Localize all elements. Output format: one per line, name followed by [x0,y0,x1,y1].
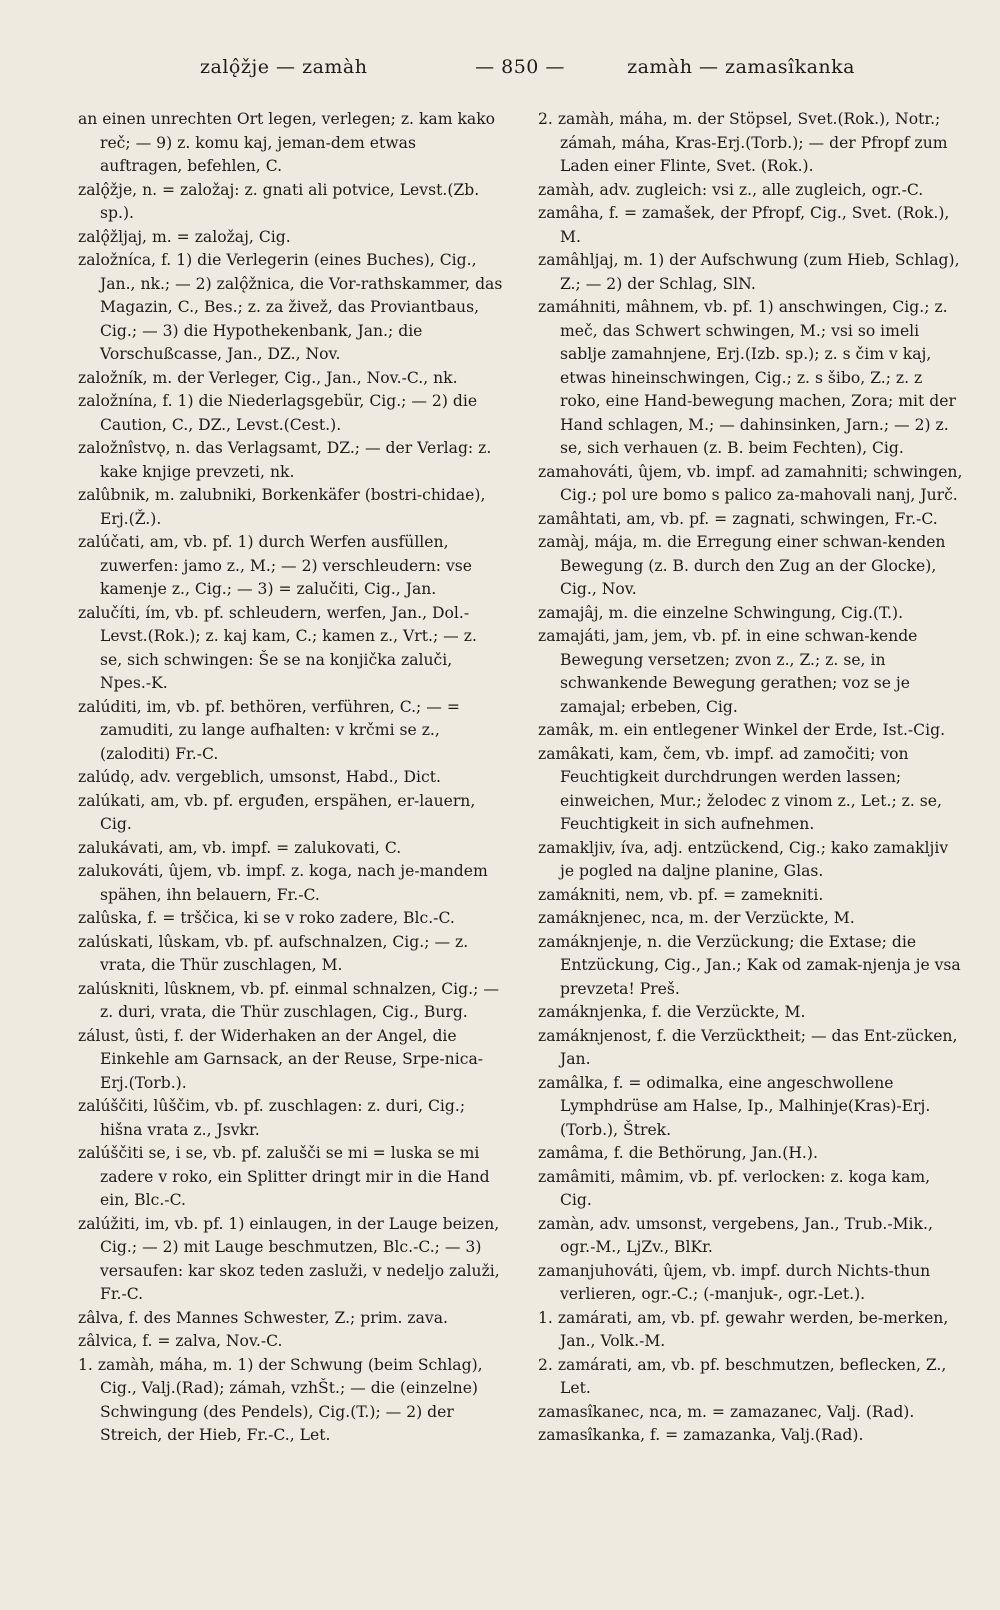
dictionary-entry: zamâmiti, mâmim, vb. pf. verlocken: z. koga kam, Cig. [538,1167,931,1209]
dictionary-entry: založnîstvǫ, n. das Verlagsamt, DZ.; — der Verlag: z. kake knjige prevzeti, nk. [78,439,492,481]
dictionary-entry: zálust, ûsti, f. der Widerhaken an der Angel, die Einkehle am Garnsack, an der Reuse, Srpe-nica-Erj.(Torb.). [78,1026,484,1092]
dictionary-entry: zamakljiv, íva, adj. entzückend, Cig.; kako zamakljiv je pogled na daljne planine, Glas. [538,838,949,880]
dictionary-entry: zamáknjenost, f. die Verzücktheit; — das Ent-zücken, Jan. [538,1026,958,1068]
dictionary-entry: založníca, f. 1) die Verlegerin (eines Buches), Cig., Jan., nk.; — 2) zalǫ̂žnica, die Vor-rathskammer, das Magazin, C., Bes.; z. za živež, das Proviantbaus, Cig.; — 3) die Hypothekenbank, Jan.; die Vorschußcasse, Jan., DZ., Nov. [78,251,503,363]
dictionary-entry: zalúkati, am, vb. pf. erguđen, erspähen, er-lauern, Cig. [78,791,476,833]
dictionary-entry: zamàh, adv. zugleich: vsi z., alle zugleich, ogr.-C. [538,180,924,199]
dictionary-entry: 1. zamárati, am, vb. pf. gewahr werden, be-merken, Jan., Volk.-M. [538,1308,949,1350]
dictionary-entry: zamâkati, kam, čem, vb. impf. ad zamočiti; von Feuchtigkeit durchdrungen werden lassen; einweichen, Mur.; želodec z vinom z., Let.; z. se, Feuchtigkeit in sich aufnehmen. [538,744,942,833]
dictionary-entry: založnína, f. 1) die Niederlagsgebür, Cig.; — 2) die Caution, C., DZ., Levst.(Cest.). [78,392,478,434]
right-column [538,108,963,1448]
dictionary-entry: zamâhljaj, m. 1) der Aufschwung (zum Hieb, Schlag), Z.; — 2) der Schlag, SlN. [538,251,960,293]
dictionary-entry: zalúčati, am, vb. pf. 1) durch Werfen ausfüllen, zuwerfen: jamo z., M.; — 2) verschleudern: vse kamenje z., Cig.; — 3) = zalučiti, Cig., Jan. [78,533,473,598]
dictionary-entry: zâlvica, f. = zalva, Nov.-C. [78,1332,283,1350]
dictionary-entry: zalûbnik, m. zalubniki, Borkenkäfer (bostri-chidae), Erj.(Ž.). [78,486,486,528]
dictionary-entry: zalúščiti, lûščim, vb. pf. zuschlagen: z. duri, Cig.; hišna vrata z., Jsvkr. [78,1097,466,1139]
dictionary-entry: zamâha, f. = zamašek, der Pfropf, Cig., Svet. (Rok.), M. [538,204,950,246]
dictionary-entry: zalûska, f. = trščica, ki se v roko zadere, Blc.-C. [78,909,455,927]
dictionary-entry: zamasîkanka, f. = zamazanka, Valj.(Rad). [538,1426,864,1444]
left-column [78,108,503,1448]
dictionary-entry: zalúskati, lûskam, vb. pf. aufschnalzen, Cig.; — z. vrata, die Thür zuschlagen, M. [78,932,469,974]
column-gutter [520,110,521,1550]
dictionary-entry: zamajâj, m. die einzelne Schwingung, Cig.(T.). [538,603,904,622]
dictionary-entry: zamanjuhováti, ûjem, vb. impf. durch Nichts-thun verlieren, ogr.-C.; (-manjuk-, ogr.-Let.). [538,1261,931,1303]
dictionary-entry: zamáknjenka, f. die Verzückte, M. [538,1003,806,1021]
dictionary-entry: zamâk, m. ein entlegener Winkel der Erde, Ist.-Cig. [538,721,946,739]
running-header [70,56,930,86]
dictionary-entry: zalúščiti se, i se, vb. pf. zalušči se mi = luska se mi zadere v roko, ein Splitter dringt mir in die Hand ein, Blc.-C. [78,1144,490,1209]
dictionary-entry: zalúžiti, im, vb. pf. 1) einlaugen, in der Lauge beizen, Cig.; — 2) mit Lauge beschmutzen, Blc.-C.; — 3) versaufen: kar skoz teden zasluži, v nedeljo zaluži, Fr.-C. [78,1214,500,1303]
dictionary-entry: an einen unrechten Ort legen, verlegen; z. kam kako reč; — 9) z. komu kaj, jeman-dem etwas auftragen, befehlen, C. [78,110,496,175]
dictionary-entry: 2. zamárati, am, vb. pf. beschmutzen, beflecken, Z., Let. [538,1355,947,1397]
dictionary-entry: zamâma, f. die Bethörung, Jan.(H.). [538,1144,818,1162]
dictionary-entry: zamajáti, jam, jem, vb. pf. in eine schwan-kende Bewegung versetzen; zvon z., Z.; z. se, in schwankende Bewegung gerathen; voz se je zamajal; erbeben, Cig. [538,627,918,716]
dictionary-entry: zamáknjenje, n. die Verzückung; die Extase; die Entzückung, Cig., Jan.; Kak od zamak-njenja je vsa prevzeta! Preš. [538,932,961,998]
dictionary-entry: zalučíti, ím, vb. pf. schleudern, werfen, Jan., Dol.-Levst.(Rok.); z. kaj kam, C.; kamen z., Vrt.; — z. se, sich schwingen: Še se na konjička zaluči, Npes.-K. [78,603,477,692]
dictionary-entry: zalúdǫ, adv. vergeblich, umsonst, Habd., Dict. [78,768,441,786]
dictionary-entry: zamàj, mája, m. die Erregung einer schwan-kenden Bewegung (z. B. durch den Zug an der Glocke), Cig., Nov. [538,533,946,598]
dictionary-entry: zamáknjenec, nca, m. der Verzückte, M. [538,909,855,927]
dictionary-entry: zâlva, f. des Mannes Schwester, Z.; prim. zava. [78,1308,448,1327]
header-right-guide: zamàh — zamasîkanka [627,56,855,78]
dictionary-entry: založník, m. der Verleger, Cig., Jan., Nov.-C., nk. [78,368,458,387]
dictionary-entry: zalukávati, am, vb. impf. = zalukovati, C. [78,838,402,857]
dictionary-entry: zamáhniti, mâhnem, vb. pf. 1) anschwingen, Cig.; z. meč, das Schwert schwingen, M.; vsi so imeli sablje zamahnjene, Erj.(Izb. sp.); z. s čim v kaj, etwas hineinschwingen, Cig.; z. s šibo, Z.; z. z roko, eine Hand-bewegung machen, Zora; mit der Hand schlagen, M.; — dahinsinken, Jarn.; — 2) z. se, sich verhauen (z. B. beim Fechten), Cig. [538,298,956,457]
dictionary-entry: zamâhtati, am, vb. pf. = zagnati, schwingen, Fr.-C. [538,509,938,528]
dictionary-entry: zalúskniti, lûsknem, vb. pf. einmal schnalzen, Cig.; — z. duri, vrata, die Thür zuschlagen, Cig., Burg. [78,979,499,1021]
dictionary-entry: zalǫ̂žljaj, m. = založaj, Cig. [78,227,291,246]
dictionary-entry: zamàn, adv. umsonst, vergebens, Jan., Trub.-Mik., ogr.-M., LjZv., BlKr. [538,1214,933,1256]
dictionary-entry: 2. zamàh, máha, m. der Stöpsel, Svet.(Rok.), Notr.; zámah, máha, Kras-Erj.(Torb.); — der Pfropf zum Laden einer Flinte, Svet. (Rok.). [538,110,948,175]
dictionary-entry: zamâlka, f. = odimalka, eine angeschwollene Lymphdrüse am Halse, Ip., Malhinje(Kras)-Erj.(Torb.), Štrek. [538,1073,931,1139]
dictionary-entry: zalukováti, ûjem, vb. impf. z. koga, nach je-mandem spähen, ihn belauern, Fr.-C. [78,862,488,904]
dictionary-entry: zamákniti, nem, vb. pf. = zamekniti. [538,885,824,904]
dictionary-entry: zamasîkanec, nca, m. = zamazanec, Valj. (Rad). [538,1402,915,1421]
dictionary-entry: zalúditi, im, vb. pf. bethören, verführen, C.; — = zamuditi, zu lange aufhalten: v krčmi se z., (zaloditi) Fr.-C. [78,697,460,763]
dictionary-entry: zamahováti, ûjem, vb. impf. ad zamahniti; schwingen, Cig.; pol ure bomo s palico za-mahovali nanj, Jurč. [538,462,963,504]
dictionary-entry: 1. zamàh, máha, m. 1) der Schwung (beim Schlag), Cig., Valj.(Rad); zámah, vzhŠt.; — die (einzelne) Schwingung (des Pendels), Cig.(T.); — 2) der Streich, der Hieb, Fr.-C., Let. [78,1355,483,1444]
dictionary-entry: zalǫ̂žje, n. = založaj: z. gnati ali potvice, Levst.(Zb. sp.). [78,180,480,222]
header-left-guide: zalǫ̂žje — zamàh [200,56,368,78]
page-number: — 850 — [475,56,565,78]
